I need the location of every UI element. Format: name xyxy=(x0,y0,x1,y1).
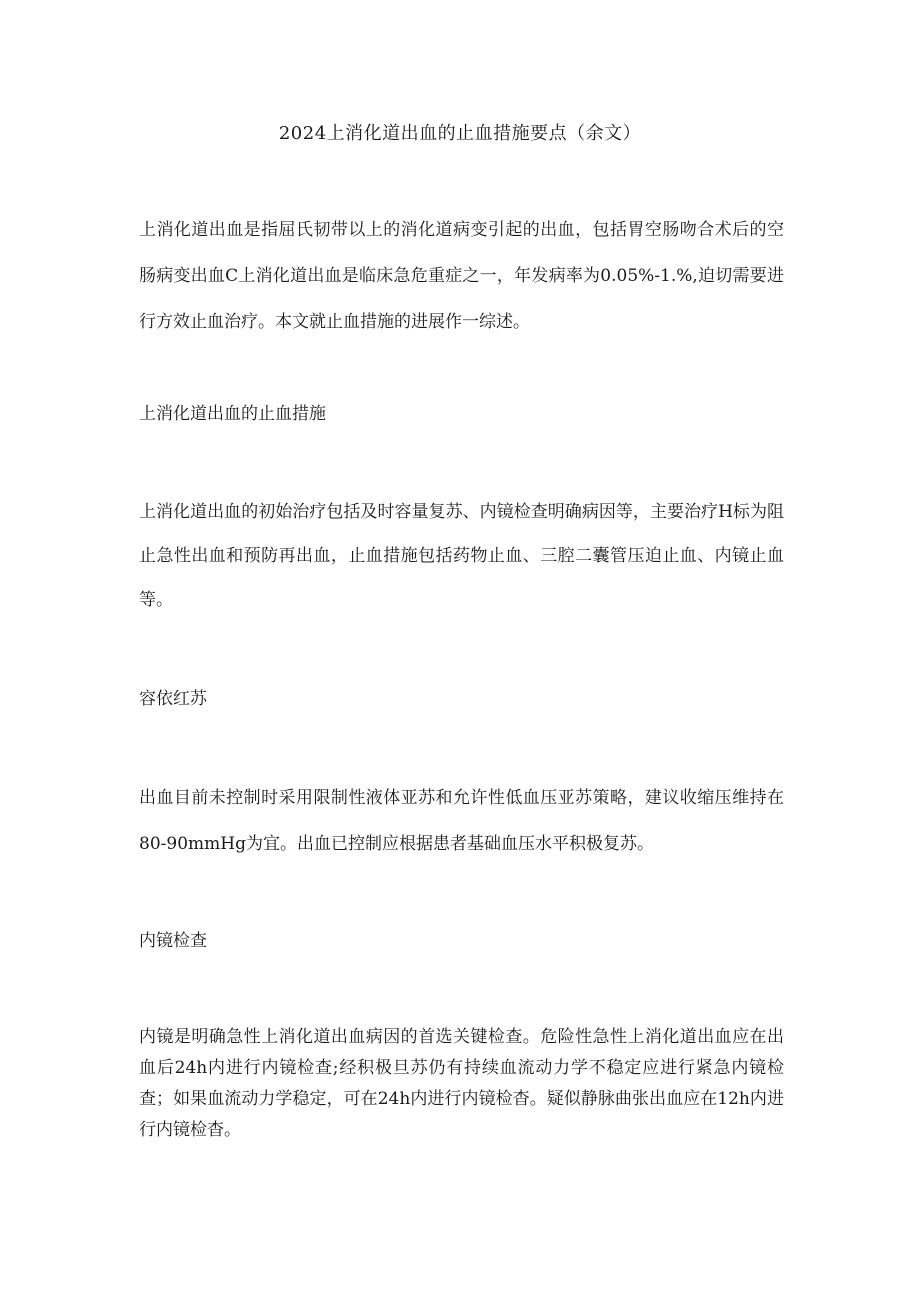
document-title: 2024上消化道出血的止血措施要点（余文） xyxy=(278,123,642,144)
section-heading-resuscitation: 容依红苏 xyxy=(139,689,207,709)
section-heading-hemostasis-measures: 上消化道出血的止血措施 xyxy=(139,404,326,424)
resuscitation-paragraph: 出血目前未控制时采用限制性液体亚苏和允许性低血压亚苏策略，建议收缩压维持在80-90mmHg为宜。出血已控制应根据患者基础血压水平积极复苏。 xyxy=(139,788,784,854)
endoscopy-paragraph: 内镜是明确急性上消化道出血病因的首选关键检查。危险性急性上消化道出血应在出血后24h内进行内镜检查;经积极旦苏仍有持续血流动力学不稳定应进行紧急内镜检查；如果血流动力学稳定，可在24h内进行内镜检杳。疑似静脉曲张出血应在12h内进行内镜检杳。 xyxy=(139,1027,784,1140)
section-heading-endoscopy: 内镜检查 xyxy=(139,931,207,951)
intro-paragraph: 上消化道出血是指屈氏韧带以上的消化道病变引起的出血，包括胃空肠吻合术后的空肠病变出血C上消化道出血是临床急危重症之一，年发病率为0.05%-1.%,迫切需要进行方效止血治疗。本文就止血措施的进展作一综述。 xyxy=(139,220,784,332)
initial-treatment-paragraph: 上消化道出血的初始治疗包括及时容量复苏、内镜检查明确病因等，主要治疗H标为阻止急性出血和预防再出血，止血措施包括药物止血、三腔二囊管压迫止血、内镜止血等。 xyxy=(139,502,784,610)
